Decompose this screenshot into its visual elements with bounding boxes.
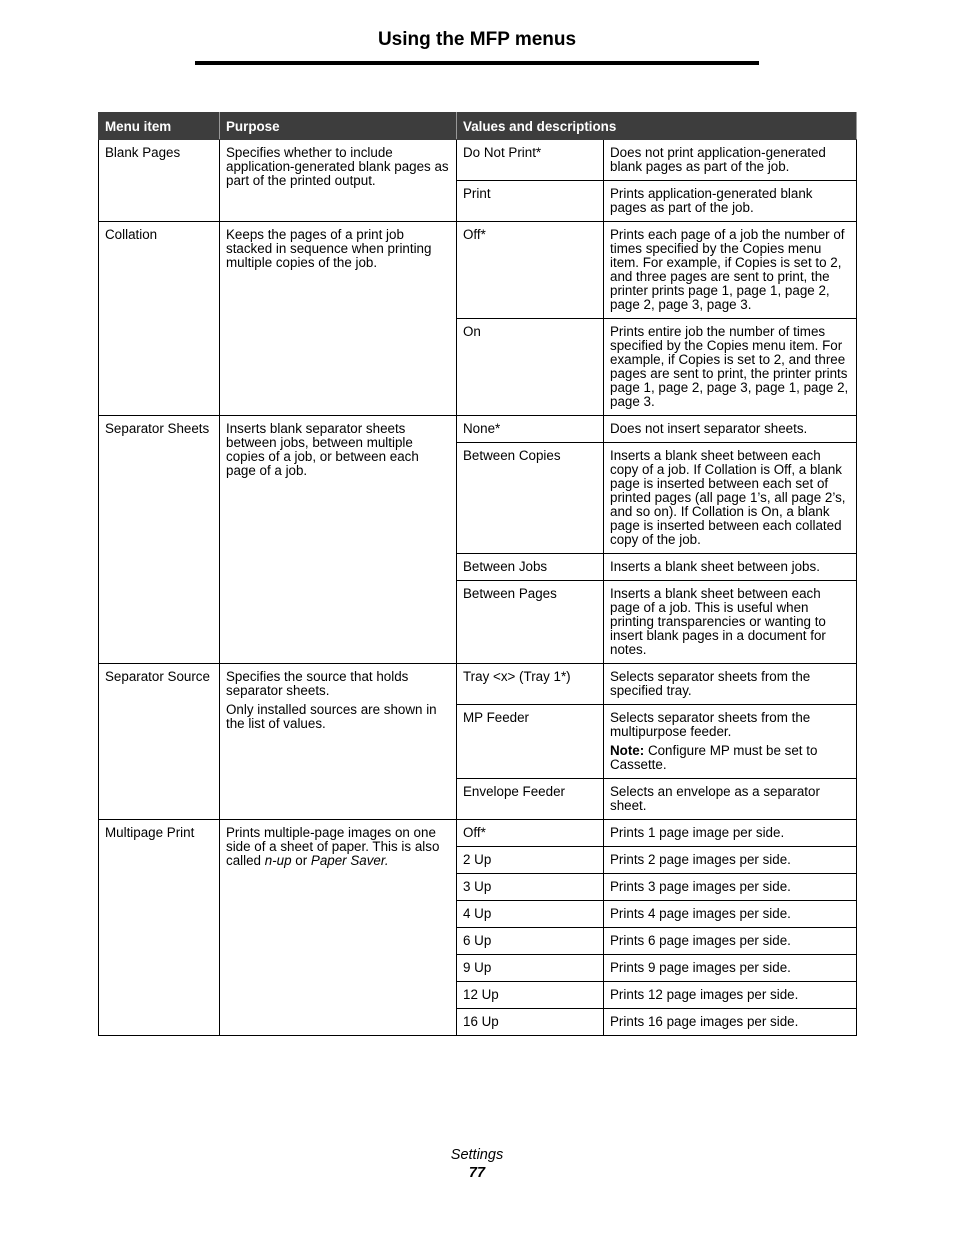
value-cell: 16 Up xyxy=(457,1009,604,1036)
note-label: Note: xyxy=(610,743,645,758)
table-body xyxy=(99,140,857,1036)
description-cell xyxy=(604,416,857,443)
description-text: Selects an envelope as a separator sheet. xyxy=(610,784,820,813)
value-cell: Print xyxy=(457,181,604,222)
description-note xyxy=(610,744,850,772)
description-text: Prints 4 page images per side. xyxy=(610,906,791,921)
table-row xyxy=(99,222,857,319)
purpose-term: Paper Saver. xyxy=(310,853,389,868)
value-cell: Between Copies xyxy=(457,443,604,554)
description-text: Prints 16 page images per side. xyxy=(610,1014,799,1029)
description-cell xyxy=(604,554,857,581)
page-number: 77 xyxy=(468,1165,486,1181)
value-cell: 9 Up xyxy=(457,955,604,982)
value-cell: MP Feeder xyxy=(457,705,604,779)
description-text: Prints entire job the number of times specified by the Copies menu item. For example, if Copies is set to 2, and three pages are sent to print, the printer prints page 1, page 2, page 3, page 1, page 2, page 3. xyxy=(610,324,849,409)
description-text: Prints 3 page images per side. xyxy=(610,879,791,894)
value-cell: Between Pages xyxy=(457,581,604,664)
value-cell: Off* xyxy=(457,222,604,319)
value-cell: None* xyxy=(457,416,604,443)
purpose-cell xyxy=(220,416,457,664)
purpose-text: Specifies whether to include application-generated blank pages as part of the printed output. xyxy=(226,145,449,188)
value-cell: Envelope Feeder xyxy=(457,779,604,820)
column-header-menu-item: Menu item xyxy=(99,113,220,140)
description-cell xyxy=(604,820,857,847)
purpose-text: Keeps the pages of a print job stacked in sequence when printing multiple copies of the job. xyxy=(226,227,432,270)
description-cell xyxy=(604,664,857,705)
page-title: Using the MFP menus xyxy=(377,29,577,50)
page-footer xyxy=(0,1146,954,1182)
description-cell xyxy=(604,1009,857,1036)
description-text: Prints 9 page images per side. xyxy=(610,960,791,975)
purpose-text xyxy=(226,826,450,868)
description-cell xyxy=(604,140,857,181)
menu-item-cell: Separator Sheets xyxy=(99,416,220,664)
value-cell: 6 Up xyxy=(457,928,604,955)
column-header-values: Values and descriptions xyxy=(457,113,857,140)
purpose-cell xyxy=(220,820,457,1036)
purpose-text: Inserts blank separator sheets between jobs, between multiple copies of a job, or between each page of a job. xyxy=(226,421,419,478)
column-header-purpose: Purpose xyxy=(220,113,457,140)
description-cell xyxy=(604,874,857,901)
note-text: Configure MP must be set to Cassette. xyxy=(610,743,818,772)
description-cell xyxy=(604,847,857,874)
description-cell xyxy=(604,901,857,928)
description-cell xyxy=(604,705,857,779)
footer-section: Settings xyxy=(450,1147,504,1163)
description-cell xyxy=(604,181,857,222)
description-text: Prints 6 page images per side. xyxy=(610,933,791,948)
purpose-text: Only installed sources are shown in the list of values. xyxy=(226,702,437,731)
purpose-text-part: or xyxy=(291,853,311,868)
purpose-cell xyxy=(220,140,457,222)
menu-item-cell: Multipage Print xyxy=(99,820,220,1036)
description-text: Prints 2 page images per side. xyxy=(610,852,791,867)
menu-item-cell: Separator Source xyxy=(99,664,220,820)
table-row xyxy=(99,820,857,847)
description-cell xyxy=(604,779,857,820)
description-cell xyxy=(604,982,857,1009)
description-cell xyxy=(604,443,857,554)
value-cell: Between Jobs xyxy=(457,554,604,581)
description-text: Inserts a blank sheet between each page of a job. This is useful when printing transparencies or wanting to insert blank pages in a document for notes. xyxy=(610,586,826,657)
description-text: Selects separator sheets from the specified tray. xyxy=(610,669,811,698)
value-cell: 12 Up xyxy=(457,982,604,1009)
settings-table xyxy=(98,112,857,1036)
description-text: Does not print application-generated blank pages as part of the job. xyxy=(610,145,826,174)
description-text: Prints application-generated blank pages as part of the job. xyxy=(610,186,813,215)
value-cell: 4 Up xyxy=(457,901,604,928)
description-text: Prints 1 page image per side. xyxy=(610,825,785,840)
table-header-row xyxy=(99,113,857,140)
description-text: Prints 12 page images per side. xyxy=(610,987,799,1002)
value-cell: Do Not Print* xyxy=(457,140,604,181)
description-text: Inserts a blank sheet between jobs. xyxy=(610,559,820,574)
table-row xyxy=(99,140,857,181)
description-cell xyxy=(604,222,857,319)
purpose-text-part: Prints multiple-page images on one side of a sheet of paper. This is also called xyxy=(226,825,440,868)
description-cell xyxy=(604,955,857,982)
purpose-cell xyxy=(220,664,457,820)
description-text: Selects separator sheets from the multipurpose feeder. xyxy=(610,710,811,739)
value-cell: Off* xyxy=(457,820,604,847)
value-cell: 2 Up xyxy=(457,847,604,874)
value-cell: On xyxy=(457,319,604,416)
purpose-cell xyxy=(220,222,457,416)
value-cell: Tray <x> (Tray 1*) xyxy=(457,664,604,705)
description-text: Does not insert separator sheets. xyxy=(610,421,808,436)
table-row xyxy=(99,664,857,705)
description-cell xyxy=(604,928,857,955)
menu-item-cell: Blank Pages xyxy=(99,140,220,222)
table-row xyxy=(99,416,857,443)
menu-item-cell: Collation xyxy=(99,222,220,416)
title-rule xyxy=(195,61,759,65)
purpose-text: Specifies the source that holds separator sheets. xyxy=(226,669,409,698)
description-cell xyxy=(604,581,857,664)
description-text: Inserts a blank sheet between each copy of a job. If Collation is Off, a blank page is inserted between each set of printed pages (all page 1’s, all page 2’s, and so on). If Collation is On, a blank page is inserted between each collated copy of the job. xyxy=(610,448,846,547)
description-text: Prints each page of a job the number of times specified by the Copies menu item. For example, if Copies is set to 2, and three pages are sent to print, the printer prints page 1, page 1, page 2, page 2, page 3, page 3. xyxy=(610,227,845,312)
description-cell xyxy=(604,319,857,416)
value-cell: 3 Up xyxy=(457,874,604,901)
purpose-term: n-up xyxy=(264,853,292,868)
